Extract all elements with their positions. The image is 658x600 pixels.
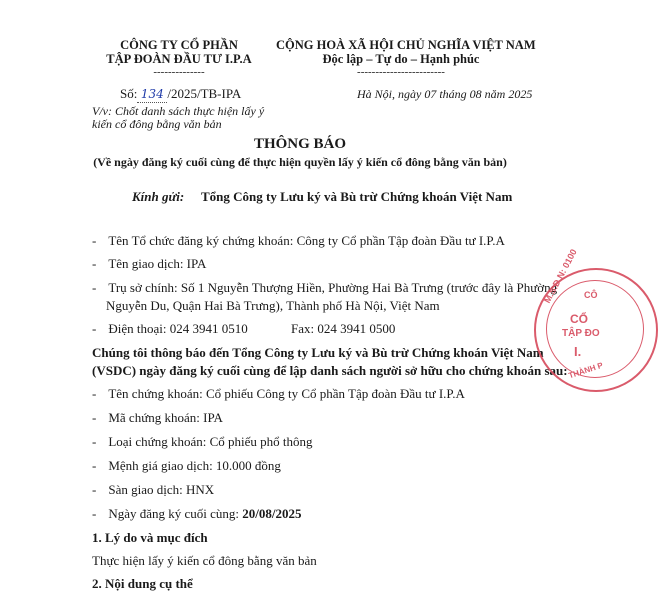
security-par-value: Mệnh giá giao dịch: 10.000 đồng (108, 458, 281, 473)
bullet: - (92, 321, 97, 336)
list-item (92, 233, 505, 249)
bullet: - (92, 233, 97, 248)
bullet: - (92, 410, 97, 425)
section-2-heading: 2. Nội dung cụ thể (92, 576, 193, 591)
handwritten-number (137, 86, 167, 103)
list-item (92, 256, 206, 272)
list-item (92, 458, 281, 474)
record-date-label: Ngày đăng ký cuối cùng: (108, 506, 243, 521)
seal-word-3: TẬP ĐO (562, 328, 600, 339)
section-1-heading: 1. Lý do và mục đích (92, 530, 208, 545)
seal-tax-code: M.S.D.N: 0100 (542, 247, 579, 305)
list-item (92, 280, 557, 296)
recipient-name: Tổng Công ty Lưu ký và Bù trừ Chứng khoán Việt Nam (201, 189, 513, 204)
bullet: - (92, 280, 97, 295)
seal-bottom-text: THÀNH P (567, 360, 605, 381)
security-exchange: Sàn giao dịch: HNX (108, 482, 215, 497)
list-item (92, 506, 302, 522)
seal-word-1: CÔ (584, 290, 598, 300)
document-number (120, 86, 241, 103)
list-item (92, 321, 248, 337)
org-name: Tên Tổ chức đăng ký chứng khoán: Công ty Cổ phần Tập đoàn Đầu tư I.P.A (108, 233, 505, 248)
bullet: - (92, 482, 97, 497)
list-item (92, 482, 214, 498)
org-phone: Điện thoại: 024 3941 0510 (108, 321, 248, 336)
company-seal (534, 247, 658, 392)
recipient-label: Kính gửi: (132, 189, 185, 204)
bullet: - (92, 458, 97, 473)
security-code: Mã chứng khoán: IPA (108, 410, 223, 425)
seal-word-4: I. (574, 344, 582, 359)
notice-subtitle: (Về ngày đăng ký cuối cùng để thực hiện quyền lấy ý kiến cổ đông bằng văn bản) (93, 155, 507, 169)
subject-line-2: kiến cổ đông bằng văn bản (92, 117, 222, 131)
security-type: Loại chứng khoán: Cổ phiếu phổ thông (108, 434, 313, 449)
bullet: - (92, 386, 97, 401)
org-address-1: Trụ sở chính: Số 1 Nguyễn Thượng Hiền, Phường Hai Bà Trưng (trước đây là Phường (108, 280, 558, 295)
notice-title: THÔNG BÁO (253, 136, 347, 152)
subject-line-1: V/v: Chốt danh sách thực hiện lấy ý (92, 104, 265, 118)
bullet: - (92, 434, 97, 449)
national-motto: Độc lập – Tự do – Hạnh phúc (322, 52, 480, 66)
national-title: CỘNG HOÀ XÃ HỘI CHỦ NGHĨA VIỆT NAM (276, 38, 536, 52)
document-date: Hà Nội, ngày 07 tháng 08 năm 2025 (357, 87, 533, 101)
notice-line-2: (VSDC) ngày đăng ký cuối cùng để lập danh sách người sở hữu cho chứng khoán sau: (92, 363, 568, 378)
org-address-2: Nguyễn Du, Quận Hai Bà Trưng), Thành phố Hà Nội, Việt Nam (106, 298, 440, 313)
bullet: - (92, 506, 97, 521)
security-name: Tên chứng khoán: Cổ phiếu Công ty Cổ phần Tập đoàn Đầu tư I.P.A (108, 386, 465, 401)
list-item (92, 434, 313, 450)
right-separator: ------------------------ (357, 66, 445, 78)
org-fax: Fax: 024 3941 0500 (291, 321, 396, 336)
list-item (92, 386, 465, 402)
left-separator: -------------- (153, 66, 205, 78)
number-suffix: /2025/TB-IPA (167, 86, 242, 101)
list-item (92, 410, 223, 426)
notice-line-1: Chúng tôi thông báo đến Tổng Công ty Lưu ký và Bù trừ Chứng khoán Việt Nam (92, 345, 544, 360)
company-name: TẬP ĐOÀN ĐẦU TƯ I.P.A (106, 52, 252, 66)
bullet: - (92, 256, 97, 271)
section-1-body: Thực hiện lấy ý kiến cổ đông bằng văn bản (92, 553, 317, 568)
number-prefix: Số: (120, 86, 138, 101)
company-type: CÔNG TY CỔ PHẦN (120, 38, 238, 52)
handwritten-number-text: 134 (140, 87, 164, 101)
org-ticker: Tên giao dịch: IPA (108, 256, 207, 271)
record-date-value: 20/08/2025 (242, 506, 302, 521)
seal-word-2: CỔ (570, 312, 588, 326)
